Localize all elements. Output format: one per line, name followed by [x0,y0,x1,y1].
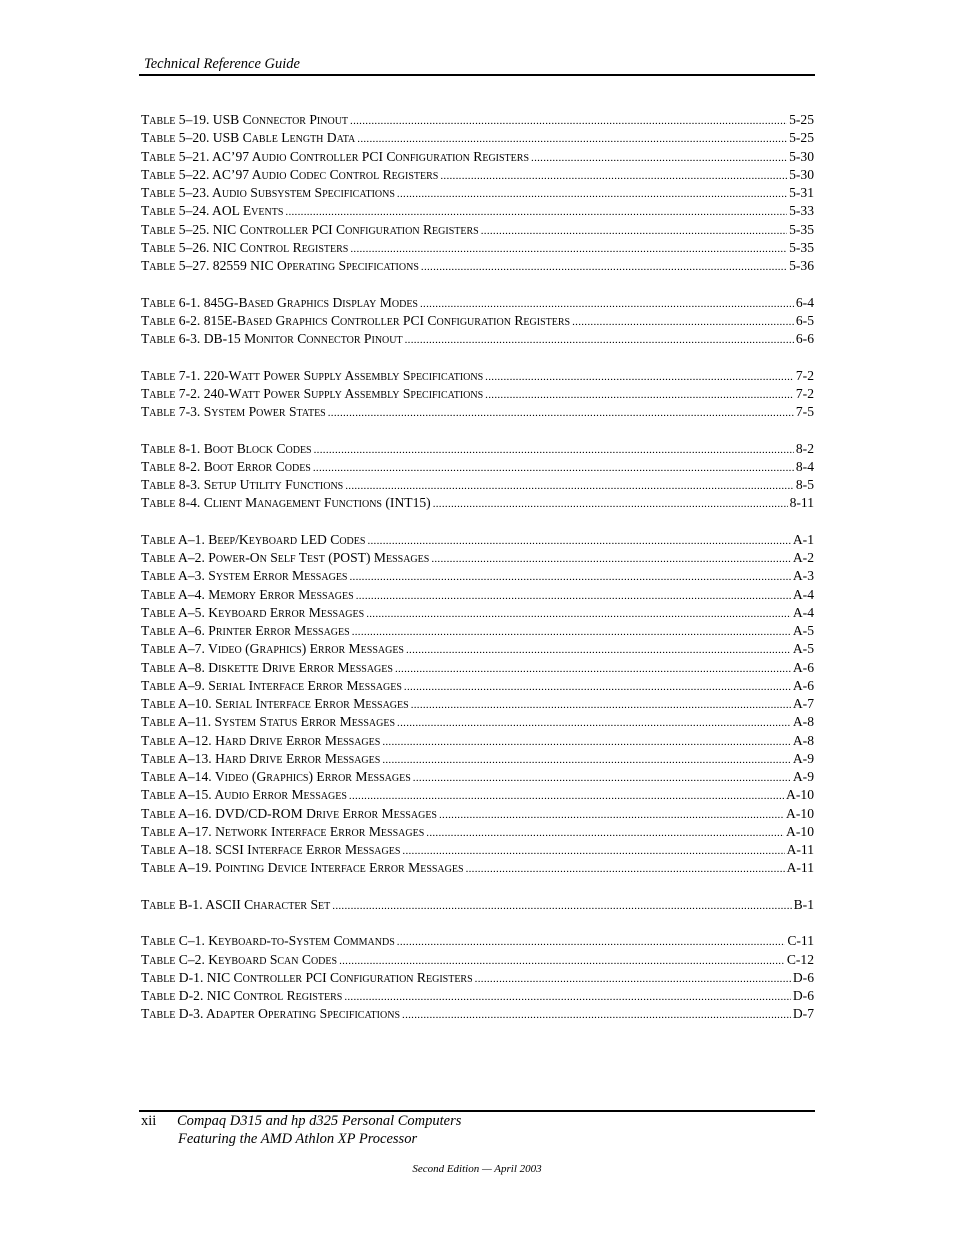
footer-rule [139,1110,815,1112]
dot-leader [328,404,794,422]
toc-entry-page: 5-33 [789,203,814,219]
toc-entry-label: Table 8-1. Boot Block Codes [141,440,312,456]
toc-entry-page: C-12 [786,951,814,967]
toc-entry-label: Table A–15. Audio Error Messages [141,787,347,803]
group-spacer [141,513,814,531]
toc-entry[interactable] [141,330,814,348]
toc-entry-page: 6-4 [795,294,814,310]
dot-leader [382,751,791,769]
dot-leader [420,295,794,313]
dot-leader [475,970,791,988]
toc-entry-label: Table D-1. NIC Controller PCI Configuration Registers [141,969,473,985]
group-spacer [141,348,814,366]
toc-entry[interactable] [141,458,814,476]
footer-book-subtitle: Featuring the AMD Athlon XP Processor [178,1131,418,1147]
toc-entry[interactable] [141,932,814,950]
dot-leader [313,459,794,477]
dot-leader [350,112,787,130]
dot-leader [466,860,785,878]
toc-entry[interactable] [141,239,814,257]
dot-leader [485,386,794,404]
toc-entry[interactable] [141,221,814,239]
dot-leader [485,368,794,386]
toc-entry-page: 6-5 [795,312,814,328]
toc-entry-label: Table A–5. Keyboard Error Messages [141,604,365,620]
toc-entry-label: Table A–10. Serial Interface Error Messages [141,696,409,711]
toc-entry-page: 5-36 [789,258,814,273]
toc-entry-label: Table 5–27. 82559 NIC Operating Specifications [141,258,419,273]
toc-entry[interactable] [141,111,814,129]
dot-leader [421,258,787,276]
toc-entry-label: Table 8-2. Boot Error Codes [141,458,311,474]
dot-leader [397,185,787,203]
group-spacer [141,914,814,932]
toc-entry-page: A-6 [792,677,814,693]
toc-entry-label: Table A–1. Beep/Keyboard LED Codes [141,531,366,547]
toc-entry-label: Table B-1. ASCII Character Set [141,896,331,912]
toc-entry[interactable] [141,768,814,786]
dot-leader [405,331,794,349]
toc-entry-page: A-10 [786,805,814,821]
toc-entry[interactable] [141,786,814,804]
toc-entry-label: Table A–19. Pointing Device Interface Error Messages [141,860,464,876]
toc-entry-label: Table 6-1. 845G-Based Graphics Display Modes [141,294,418,310]
toc-entry[interactable] [141,969,814,987]
dot-leader [404,678,791,696]
toc-entry[interactable] [141,586,814,604]
toc-entry-label: Table 5–24. AOL Events [141,203,284,219]
toc-entry-page: D-7 [792,1006,814,1022]
dot-leader [481,222,787,240]
toc-entry-page: 8-5 [795,477,814,492]
toc-entry-label: Table 5–22. AC’97 Audio Codec Control Registers [141,166,439,182]
toc-entry[interactable] [141,805,814,823]
toc-entry-label: Table 5–19. USB Connector Pinout [141,112,349,127]
toc-entry-label: Table 5–21. AC’97 Audio Controller PCI Configuration Registers [141,148,530,164]
toc-entry[interactable] [141,659,814,677]
toc-entry-page: 8-11 [789,495,814,511]
toc-entry-label: Table 8-3. Setup Utility Functions [141,477,344,492]
toc-entry-page: A-8 [792,714,814,730]
toc-entry-label: Table 7-2. 240-Watt Power Supply Assembly Specifications [141,385,484,401]
footer-edition [0,1163,954,1175]
toc-entry-page: A-4 [792,604,814,620]
toc-entry-page: B-1 [793,896,814,912]
toc-entry-page: 7-2 [795,367,814,383]
toc-entry-label: Table 5–23. Audio Subsystem Specifications [141,185,395,200]
toc-entry-page: C-11 [787,933,814,949]
toc-entry[interactable] [141,732,814,750]
toc-entry-page: A-10 [786,787,814,803]
toc-entry-page: 7-5 [795,404,814,419]
toc-entry-page: 6-6 [795,331,814,346]
dot-leader [395,660,791,678]
dot-leader [433,495,788,513]
list-of-tables [141,111,814,1024]
dot-leader [382,733,791,751]
toc-entry-label: Table 7-3. System Power States [141,404,326,419]
toc-entry[interactable] [141,750,814,768]
dot-leader [431,550,791,568]
toc-entry[interactable] [141,1005,814,1023]
toc-entry-page: 7-2 [795,385,814,401]
toc-entry-label: Table C–2. Keyboard Scan Codes [141,951,338,967]
toc-entry-page: D-6 [792,969,814,985]
toc-entry-page: 5-25 [789,130,814,146]
toc-entry[interactable] [141,622,814,640]
dot-leader [285,203,787,221]
toc-entry-page: A-4 [792,586,814,602]
dot-leader [402,1006,791,1024]
dot-leader [339,952,785,970]
toc-entry-page: 5-35 [789,221,814,237]
toc-entry-label: Table 5–26. NIC Control Registers [141,239,349,255]
toc-entry-page: A-11 [786,842,814,857]
toc-entry-label: Table A–17. Network Interface Error Messages [141,823,425,839]
toc-entry-label: Table 5–20. USB Cable Length Data [141,130,356,146]
dot-leader [344,988,791,1006]
edition-text: Second Edition — April 2003 [412,1163,542,1175]
dot-leader [314,441,794,459]
toc-entry-label: Table 5–25. NIC Controller PCI Configuration Registers [141,221,479,237]
toc-entry[interactable] [141,677,814,695]
toc-entry-label: Table A–11. System Status Error Messages [141,714,396,730]
toc-entry-page: A-6 [792,659,814,675]
toc-entry-page: 5-25 [789,112,814,127]
dot-leader [350,240,787,258]
toc-entry-label: Table A–6. Printer Error Messages [141,623,350,638]
toc-entry[interactable] [141,166,814,184]
page-number: xii [141,1113,157,1129]
toc-entry-page: A-7 [792,696,814,711]
dot-leader [413,769,791,787]
toc-entry-label: Table A–9. Serial Interface Error Messages [141,677,402,693]
toc-entry-label: Table A–16. DVD/CD-ROM Drive Error Messages [141,805,437,821]
toc-entry[interactable] [141,951,814,969]
group-spacer [141,275,814,293]
toc-entry[interactable] [141,403,814,421]
toc-entry[interactable] [141,367,814,385]
toc-entry-page: A-10 [786,823,814,839]
toc-entry[interactable] [141,184,814,202]
toc-entry-page: 5-31 [789,185,814,200]
toc-entry-label: Table A–7. Video (Graphics) Error Messages [141,641,404,657]
dot-leader [411,696,791,714]
toc-entry-page: A-5 [792,641,814,657]
toc-entry[interactable] [141,823,814,841]
toc-entry-label: Table A–4. Memory Error Messages [141,586,354,602]
toc-entry[interactable] [141,202,814,220]
toc-entry-label: Table 8-4. Client Management Functions (INT15) [141,495,431,511]
toc-entry[interactable] [141,385,814,403]
dot-leader [367,532,790,550]
dot-leader [402,842,784,860]
toc-entry-page: A-2 [792,550,814,565]
group-spacer [141,421,814,439]
toc-entry[interactable] [141,549,814,567]
dot-leader [440,167,787,185]
toc-entry[interactable] [141,312,814,330]
toc-entry[interactable] [141,257,814,275]
toc-entry-page: 5-30 [789,148,814,164]
dot-leader [397,933,786,951]
toc-entry[interactable] [141,567,814,585]
header-rule [139,74,815,76]
dot-leader [352,623,791,641]
toc-entry-page: D-6 [792,988,814,1003]
toc-entry-label: Table D-3. Adapter Operating Specifications [141,1006,401,1022]
toc-entry[interactable] [141,129,814,147]
dot-leader [397,714,791,732]
toc-entry-label: Table D-2. NIC Control Registers [141,988,343,1003]
toc-entry-page: A-9 [792,750,814,766]
toc-entry-label: Table 6-3. DB-15 Monitor Connector Pinout [141,331,403,346]
toc-entry[interactable] [141,440,814,458]
toc-entry-page: A-8 [792,732,814,748]
toc-entry[interactable] [141,476,814,494]
dot-leader [332,897,791,915]
toc-entry-label: Table A–14. Video (Graphics) Error Messages [141,769,411,784]
toc-entry-page: A-1 [792,531,814,547]
footer-book-title: Compaq D315 and hp d325 Personal Computers [177,1113,462,1129]
dot-leader [366,605,791,623]
group-spacer [141,878,814,896]
toc-entry-label: Table A–8. Diskette Drive Error Messages [141,659,393,675]
dot-leader [439,806,784,824]
dot-leader [406,641,791,659]
dot-leader [531,149,787,167]
toc-entry-label: Table C–1. Keyboard-to-System Commands [141,933,395,949]
toc-entry[interactable] [141,859,814,877]
toc-entry-label: Table A–18. SCSI Interface Error Messages [141,842,401,857]
toc-entry-page: A-3 [792,568,814,584]
toc-entry-page: A-9 [792,769,814,784]
toc-entry-page: 8-4 [795,458,814,474]
toc-entry[interactable] [141,713,814,731]
toc-entry-page: A-5 [792,623,814,638]
toc-entry-label: Table 7-1. 220-Watt Power Supply Assembly Specifications [141,367,484,383]
dot-leader [572,313,794,331]
toc-entry-label: Table A–12. Hard Drive Error Messages [141,732,381,748]
dot-leader [357,130,787,148]
dot-leader [349,787,784,805]
toc-entry[interactable] [141,896,814,914]
toc-entry-label: Table A–2. Power-On Self Test (POST) Messages [141,550,430,565]
toc-entry[interactable] [141,148,814,166]
toc-entry-page: A-11 [786,860,814,876]
toc-entry-label: Table A–3. System Error Messages [141,568,348,584]
toc-entry[interactable] [141,294,814,312]
toc-entry[interactable] [141,841,814,859]
dot-leader [349,568,790,586]
dot-leader [356,587,791,605]
toc-entry-label: Table 6-2. 815E-Based Graphics Controller PCI Configuration Registers [141,312,571,328]
toc-entry-label: Table A–13. Hard Drive Error Messages [141,750,381,766]
dot-leader [345,477,794,495]
toc-entry-page: 8-2 [795,440,814,456]
toc-entry[interactable] [141,987,814,1005]
toc-entry-page: 5-35 [789,239,814,255]
toc-entry[interactable] [141,531,814,549]
toc-entry[interactable] [141,494,814,512]
running-header-title: Technical Reference Guide [144,56,300,72]
toc-entry-page: 5-30 [789,166,814,182]
toc-entry[interactable] [141,604,814,622]
toc-entry[interactable] [141,695,814,713]
dot-leader [426,824,784,842]
toc-entry[interactable] [141,640,814,658]
